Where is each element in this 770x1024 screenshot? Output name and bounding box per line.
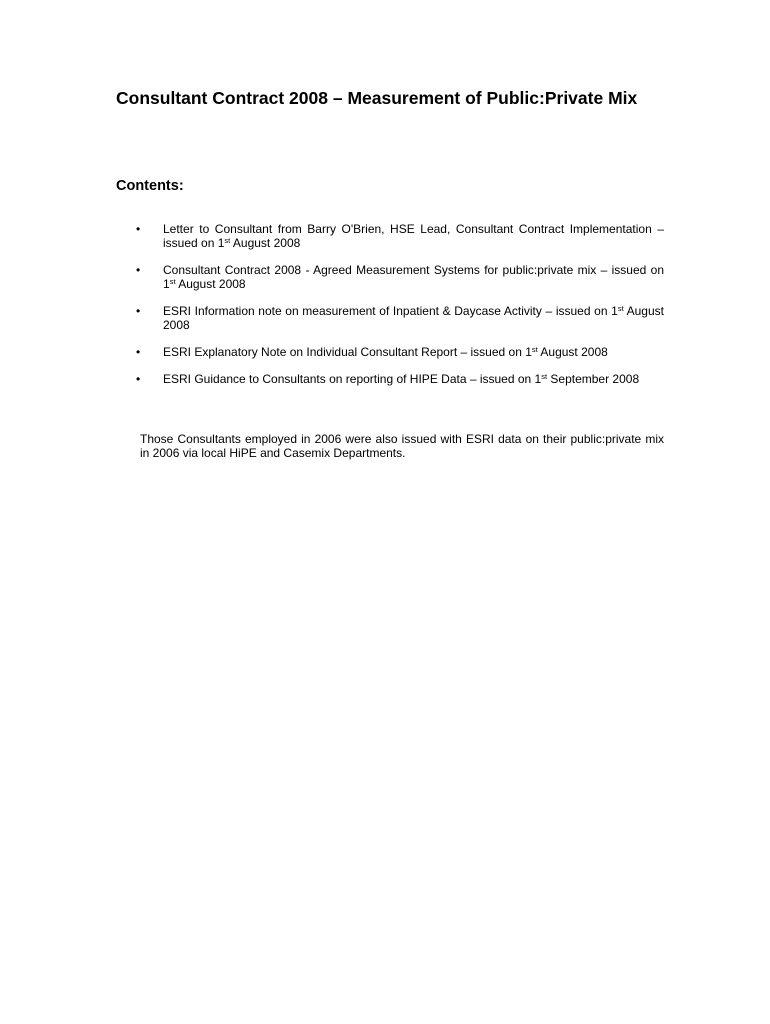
bullet-icon: • <box>136 345 141 359</box>
item-date: August 2008 <box>163 304 664 332</box>
list-item <box>136 263 664 291</box>
bullet-icon: • <box>136 222 141 236</box>
ordinal-suffix: st <box>531 345 538 354</box>
bullet-icon: • <box>136 263 141 277</box>
item-text: Letter to Consultant from Barry O'Brien, HSE Lead, Consultant Contract Implementation – issued on 1 <box>163 222 664 250</box>
item-date: September 2008 <box>547 372 640 386</box>
bullet-icon: • <box>136 372 141 386</box>
list-item <box>136 222 664 250</box>
list-item <box>136 372 664 386</box>
document-title: Consultant Contract 2008 – Measurement of Public:Private Mix <box>116 88 638 108</box>
contents-heading: Contents: <box>116 178 184 194</box>
ordinal-suffix: st <box>169 277 176 286</box>
ordinal-suffix: st <box>224 236 231 245</box>
item-text: Consultant Contract 2008 - Agreed Measurement Systems for public:private mix – issued on 1 <box>163 263 664 291</box>
item-date: August 2008 <box>175 277 246 291</box>
item-date: August 2008 <box>230 236 301 250</box>
item-text: ESRI Guidance to Consultants on reporting of HIPE Data – issued on 1 <box>163 372 542 386</box>
item-text: ESRI Information note on measurement of Inpatient & Daycase Activity – issued on 1 <box>163 304 618 318</box>
ordinal-suffix: st <box>617 304 624 313</box>
item-date: August 2008 <box>537 345 608 359</box>
closing-paragraph: Those Consultants employed in 2006 were also issued with ESRI data on their public:private mix in 2006 via local HiPE and Casemix Departments. <box>140 432 664 460</box>
contents-list <box>136 222 664 399</box>
list-item <box>136 345 664 359</box>
ordinal-suffix: st <box>541 372 548 381</box>
list-item <box>136 304 664 332</box>
item-text: ESRI Explanatory Note on Individual Consultant Report – issued on 1 <box>163 345 532 359</box>
bullet-icon: • <box>136 304 141 318</box>
